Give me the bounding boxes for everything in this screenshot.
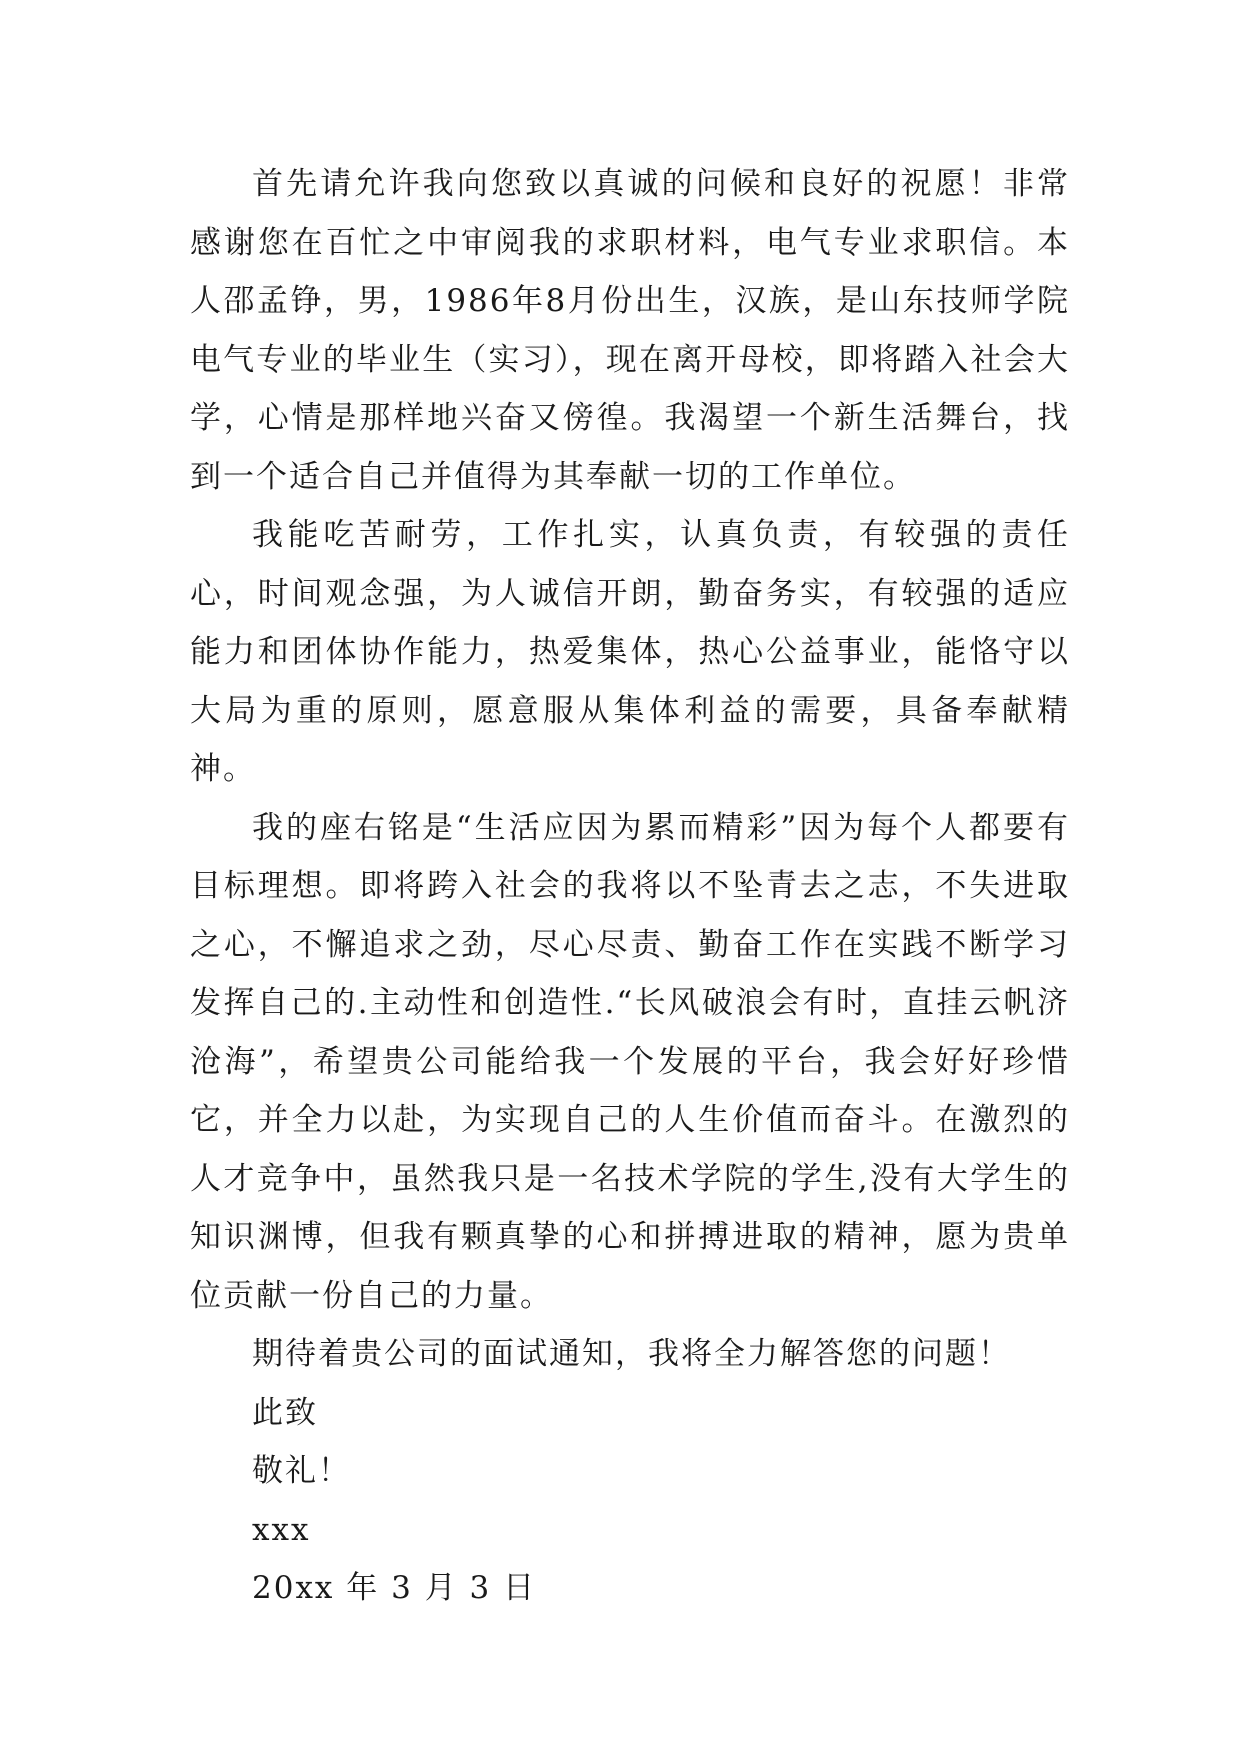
letter-body xyxy=(190,155,1070,1618)
letter-date: 20xx 年 3 月 3 日 xyxy=(252,1570,537,1606)
paragraph-qualities: 我能吃苦耐劳，工作扎实，认真负责，有较强的责任心，时间观念强，为人诚信开朗，勤奋务实，有较强的适应能力和团体协作能力，热爱集体，热心公益事业，能恪守以大局为重的原则，愿意服从集体利益的需要，具备奉献精神。 xyxy=(190,517,1070,787)
closing-phrase: 此致 xyxy=(252,1394,318,1431)
salutation: 敬礼！ xyxy=(252,1453,351,1489)
signature: xxx xyxy=(252,1511,311,1548)
paragraph-closing-wish: 期待着贵公司的面试通知，我将全力解答您的问题！ xyxy=(252,1336,1011,1372)
paragraph-motto: 我的座右铭是“生活应因为累而精彩”因为每个人都要有目标理想。即将跨入社会的我将以不坠青去之志，不失进取之心，不懈追求之劲，尽心尽责、勤奋工作在实践不断学习发挥自己的.主动性和创造性.“长风破浪会有时，直挂云帆济沧海”，希望贵公司能给我一个发展的平台，我会好好珍惜它，并全力以赴，为实现自己的人生价值而奋斗。在激烈的人才竞争中，虽然我只是一名技术学院的学生,没有大学生的知识渊博，但我有颗真挚的心和拼搏进取的精神，愿为贵单位贡献一份自己的力量。 xyxy=(190,809,1070,1314)
paragraph-intro: 首先请允许我向您致以真诚的问候和良好的祝愿！非常感谢您在百忙之中审阅我的求职材料，电气专业求职信。本人邵孟铮，男，1986年8月份出生，汉族，是山东技师学院电气专业的毕业生（实习），现在离开母校，即将踏入社会大学，心情是那样地兴奋又傍徨。我渴望一个新生活舞台，找到一个适合自己并值得为其奉献一切的工作单位。 xyxy=(190,166,1070,495)
